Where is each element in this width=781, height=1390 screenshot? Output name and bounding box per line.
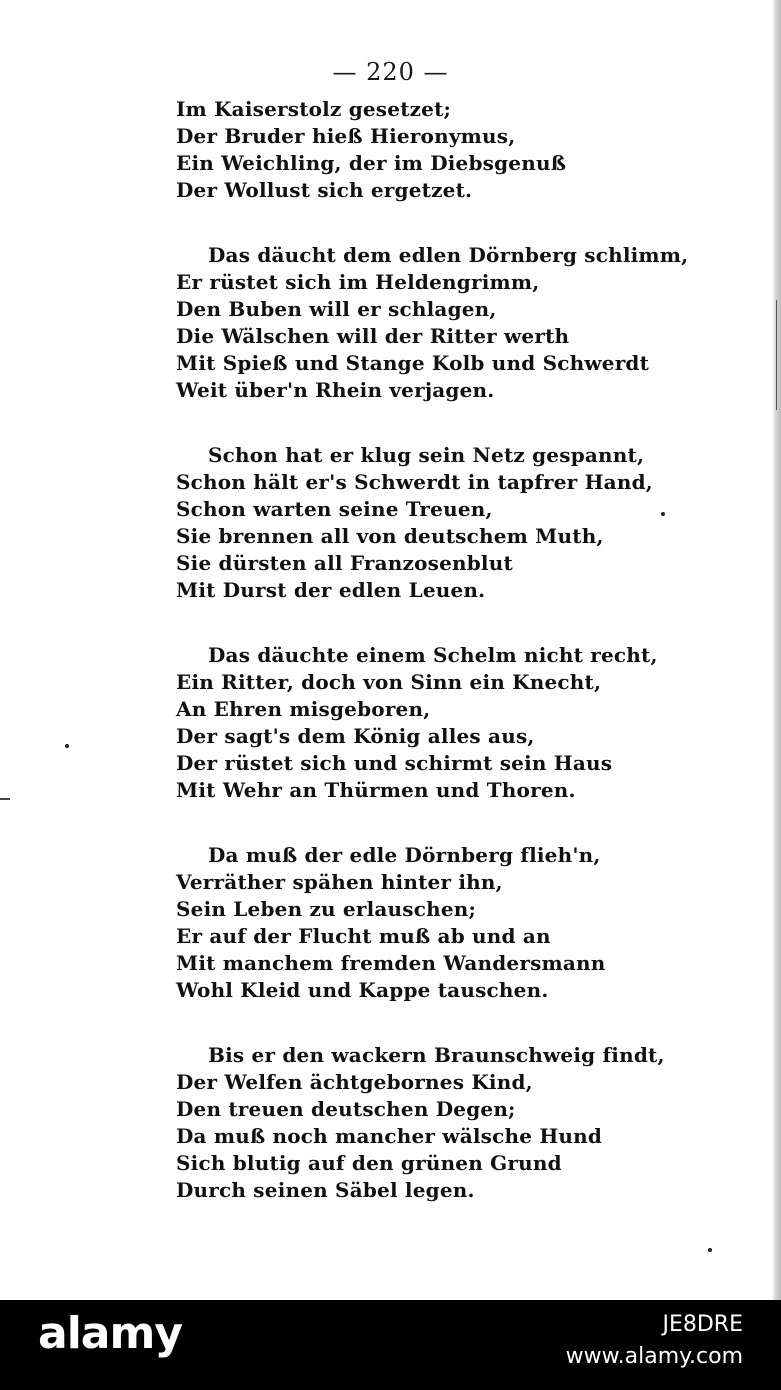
- page-edge-mark: [776, 300, 777, 410]
- poem-line: Weit über'n Rhein verjagen.: [176, 378, 495, 402]
- stanza-2: [176, 242, 689, 404]
- image-id: JE8DRE: [662, 1312, 743, 1337]
- poem-line: Mit Durst der edlen Leuen.: [176, 578, 486, 602]
- speck-dot: [65, 744, 69, 748]
- poem-line: Sich blutig auf den grünen Grund: [176, 1151, 562, 1175]
- stanza-4: [176, 642, 658, 804]
- poem-line: Er rüstet sich im Heldengrimm,: [176, 270, 540, 294]
- poem-text: [176, 96, 689, 1242]
- poem-line: Der Bruder hieß Hieronymus,: [176, 124, 516, 148]
- poem-line: Durch seinen Säbel legen.: [176, 1178, 475, 1202]
- poem-line: Der sagt's dem König alles aus,: [176, 724, 535, 748]
- poem-line: Mit Spieß und Stange Kolb und Schwerdt: [176, 351, 650, 375]
- stanza-6: [176, 1042, 665, 1204]
- poem-line: Das däuchte einem Schelm nicht recht,: [208, 643, 658, 667]
- poem-line: Verräther spähen hinter ihn,: [176, 870, 503, 894]
- watermark-url: www.alamy.com: [565, 1344, 743, 1369]
- poem-line: Da muß noch mancher wälsche Hund: [176, 1124, 603, 1148]
- page-number: — 220 —: [332, 58, 449, 86]
- poem-line: Mit Wehr an Thürmen und Thoren.: [176, 778, 576, 802]
- poem-line: Schon warten seine Treuen,: [176, 497, 493, 521]
- poem-line: Sie dürsten all Franzosenblut: [176, 551, 513, 575]
- poem-line: Der Wollust sich ergetzet.: [176, 178, 473, 202]
- speck-dot: [708, 1248, 712, 1252]
- poem-line: Da muß der edle Dörnberg flieh'n,: [208, 843, 601, 867]
- poem-line: Das däucht dem edlen Dörnberg schlimm,: [208, 243, 689, 267]
- alamy-logo: alamy: [38, 1308, 182, 1359]
- poem-line: Mit manchem fremden Wandersmann: [176, 951, 606, 975]
- stanza-3: [176, 442, 653, 604]
- page-edge-shadow: [772, 0, 781, 1300]
- poem-line: Den Buben will er schlagen,: [176, 297, 497, 321]
- speck-dot: [661, 512, 665, 516]
- poem-line: Wohl Kleid und Kappe tauschen.: [176, 978, 549, 1002]
- poem-line: Im Kaiserstolz gesetzet;: [176, 97, 452, 121]
- stanza-5: [176, 842, 616, 1004]
- poem-line: Er auf der Flucht muß ab und an: [176, 924, 551, 948]
- stanza-1: [176, 96, 616, 204]
- poem-line: Ein Weichling, der im Diebsgenuß: [176, 151, 567, 175]
- poem-line: Ein Ritter, doch von Sinn ein Knecht,: [176, 670, 602, 694]
- poem-line: Den treuen deutschen Degen;: [176, 1097, 516, 1121]
- poem-line: Sie brennen all von deutschem Muth,: [176, 524, 604, 548]
- poem-line: Schon hält er's Schwerdt in tapfrer Hand,: [176, 470, 653, 494]
- poem-line: Der rüstet sich und schirmt sein Haus: [176, 751, 613, 775]
- poem-line: Der Welfen ächtgebornes Kind,: [176, 1070, 533, 1094]
- poem-line: Sein Leben zu erlauschen;: [176, 897, 477, 921]
- margin-mark: [0, 798, 10, 800]
- poem-line: An Ehren misgeboren,: [176, 697, 431, 721]
- poem-line: Schon hat er klug sein Netz gespannt,: [208, 443, 645, 467]
- poem-line: Bis er den wackern Braunschweig findt,: [208, 1043, 665, 1067]
- poem-line: Die Wälschen will der Ritter werth: [176, 324, 570, 348]
